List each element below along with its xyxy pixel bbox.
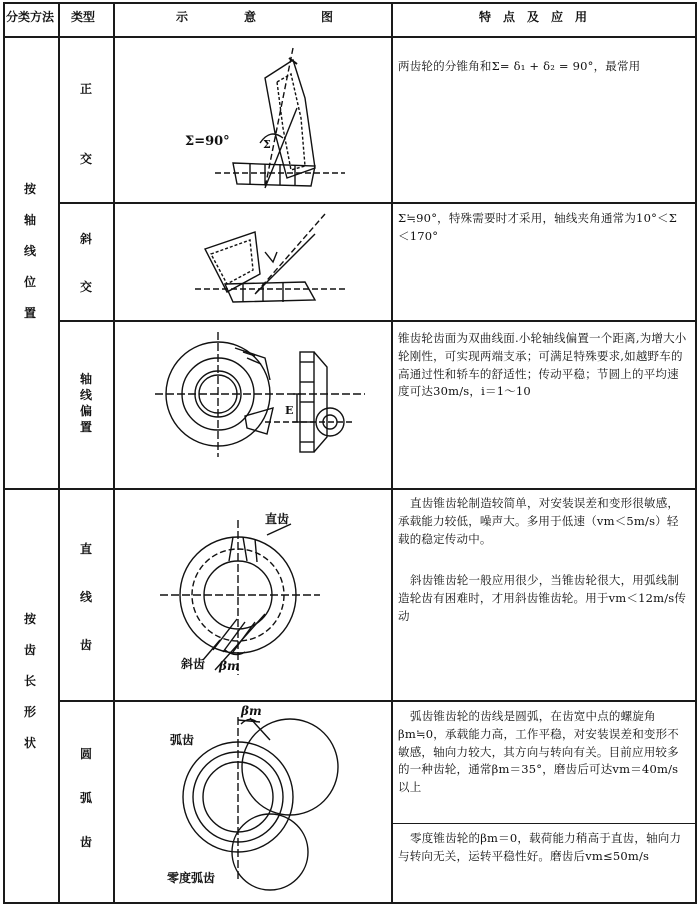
type-char: 交	[79, 152, 92, 166]
type-char: 正	[79, 82, 92, 96]
type-straight	[76, 540, 96, 653]
diagram-label-sigma: Σ	[263, 138, 271, 151]
group-axis-position	[20, 180, 40, 335]
diagram-label-e: E	[285, 404, 294, 417]
column-divider-1	[58, 2, 60, 903]
header-features-5: 用	[575, 10, 588, 24]
type-arc	[76, 745, 96, 850]
diagram-large-gear-outline	[265, 60, 315, 178]
type-char: 交	[79, 280, 92, 294]
table-border-top	[3, 2, 697, 4]
group-axis-char: 置	[23, 306, 36, 320]
header-features-1: 特	[479, 10, 492, 24]
type-char: 直	[79, 542, 92, 556]
diagram-helical-tooth-1	[213, 619, 237, 650]
group-tooth-char: 长	[23, 674, 36, 688]
diagram-arc	[115, 702, 390, 902]
group-tooth-char: 齿	[23, 643, 36, 657]
header-diagram-1: 示	[176, 10, 189, 24]
header-type: 类型	[71, 10, 96, 24]
header-features-4: 应	[551, 10, 564, 24]
header-features-2: 点	[503, 10, 516, 24]
diagram-label-sigma90: Σ=90°	[185, 134, 230, 149]
type-char: 齿	[79, 835, 92, 849]
desc-spiral: 弧齿锥齿轮的齿线是圆弧，在齿宽中点的螺旋角βm≒0，承载能力高，工作平稳，对安装误差和变形不敏感，轴向力较大，其方向与转向有关。目前应用较多的一种齿轮，通常βm＝35°，磨齿后可达vm＝40m/s以上	[398, 709, 680, 795]
diagram-label-beta: βm	[219, 659, 240, 673]
type-char: 线	[79, 388, 92, 402]
diagram-label-zero: 零度弧齿	[167, 871, 216, 885]
type-char: 轴	[79, 372, 92, 386]
diagram-label-beta-top: βm	[241, 704, 262, 718]
group-axis-char: 线	[23, 244, 36, 258]
desc-divider-arc	[391, 823, 697, 824]
diagram-oblique	[115, 204, 390, 320]
header-diagram-2: 意	[244, 10, 257, 24]
group-tooth-char: 按	[23, 612, 36, 626]
group-axis-char: 按	[23, 182, 36, 196]
diagram-label-helical: 斜齿	[181, 657, 206, 671]
diagram-orthogonal	[115, 38, 390, 202]
desc-offset: 锥齿轮齿面为双曲线面.小轮轴线偏置一个距离,为增大小轮刚性，可实现两端支承；可满足特殊要求,如越野车的高通过性和轿车的舒适性；传动平稳；节圆上的平均速度可达30m/s，i＝1～10	[398, 331, 687, 399]
type-oblique	[76, 230, 96, 295]
type-offset	[76, 370, 96, 435]
group-axis-char: 轴	[23, 213, 36, 227]
table-border-bottom	[3, 902, 697, 904]
header-features-3: 及	[527, 10, 540, 24]
diagram-label-straight: 直齿	[265, 512, 290, 526]
type-char: 圆	[79, 747, 92, 761]
desc-zerol: 零度锥齿轮的βm＝0，载荷能力稍高于直齿，轴向力与转向无关，运转平稳性好。磨齿后vm≤50m/s	[398, 831, 682, 863]
group-tooth-char: 状	[23, 736, 36, 750]
type-char: 线	[79, 590, 92, 604]
type-char: 置	[79, 420, 92, 434]
diagram-offset	[115, 322, 390, 488]
header-diagram-3: 图	[321, 10, 334, 24]
group-tooth-shape	[20, 610, 40, 765]
desc-helical: 斜齿锥齿轮一般应用很少，当锥齿轮很大，用弧线制造轮齿有困难时，才用斜齿锥齿轮。用于vm＜12m/s传动	[398, 573, 687, 623]
diagram-label-arc: 弧齿	[170, 733, 195, 747]
type-char: 弧	[79, 791, 92, 805]
group-axis-char: 位	[23, 275, 36, 289]
type-char: 斜	[79, 232, 92, 246]
header-method: 分类方法	[6, 10, 55, 24]
type-char: 偏	[79, 404, 92, 418]
column-divider-3	[391, 2, 393, 903]
type-orthogonal	[76, 80, 96, 167]
type-char: 齿	[79, 638, 92, 652]
diagram-straight	[115, 490, 390, 700]
group-tooth-char: 形	[23, 705, 36, 719]
desc-oblique: Σ≒90°，特殊需要时才采用，轴线夹角通常为10°＜Σ＜170°	[398, 211, 678, 243]
desc-orthogonal: 两齿轮的分锥角和Σ= δ₁ + δ₂ = 90°，最常用	[398, 59, 641, 73]
desc-straight: 直齿锥齿轮制造较简单，对安装误差和变形很敏感，承载能力较低，噪声大。多用于低速（vm＜5m/s）轻载的稳定传动中。	[398, 496, 680, 546]
table-border-left	[3, 2, 5, 903]
table-border-right	[695, 2, 697, 903]
